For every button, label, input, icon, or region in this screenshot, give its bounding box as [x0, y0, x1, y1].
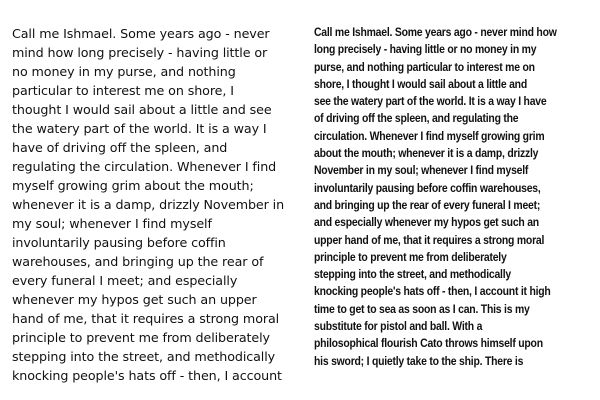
right-text-line: about the mouth; whenever it is a damp, drizzly: [314, 147, 539, 161]
left-text-line: stepping into the street, and methodically: [12, 349, 276, 364]
left-text-line: mind how long precisely - having little or: [12, 45, 268, 60]
right-text-column: [314, 24, 568, 370]
right-text-line: long precisely - having little or no money in my: [314, 43, 537, 57]
left-text-column: [12, 24, 290, 385]
left-text-line: myself growing grim about the mouth;: [12, 178, 254, 193]
right-text-line: time to get to sea as soon as I can. This is my: [314, 302, 530, 316]
right-text-line: and bringing up the rear of every funeral I meet;: [314, 198, 541, 212]
left-text-line: hand of me, that it requires a strong moral: [12, 311, 280, 326]
right-text-line: philosophical flourish Cato throws himself upon: [314, 337, 543, 351]
left-text-line: knocking people's hats off - then, I account: [12, 368, 282, 383]
left-text-line: no money in my purse, and nothing: [12, 64, 236, 79]
left-text-line: thought I would sail about a little and see: [12, 102, 272, 117]
left-text-line: Call me Ishmael. Some years ago - never: [12, 26, 270, 41]
right-text-line: upper hand of me, that it requires a strong moral: [314, 233, 545, 247]
left-text-line: regulating the circulation. Whenever I find: [12, 159, 277, 174]
left-text-line: warehouses, and bringing up the rear of: [12, 254, 264, 269]
left-text-line: principle to prevent me from deliberately: [12, 330, 270, 345]
right-text-line: substitute for pistol and ball. With a: [314, 320, 483, 334]
left-text-line: my soul; whenever I find myself: [12, 216, 212, 231]
right-text-line: see the watery part of the world. It is a way I have: [314, 95, 547, 109]
left-text-line: have of driving off the spleen, and: [12, 140, 228, 155]
left-text-line: involuntarily pausing before coffin: [12, 235, 226, 250]
right-text-line: involuntarily pausing before coffin warehouses,: [314, 181, 541, 195]
right-text-line: his sword; I quietly take to the ship. There is: [314, 354, 524, 368]
left-text-line: the watery part of the world. It is a way I: [12, 121, 267, 136]
right-text-line: stepping into the street, and methodically: [314, 268, 511, 282]
right-text-line: knocking people's hats off - then, I account it high: [314, 285, 551, 299]
right-text-line: and especially whenever my hypos get such an: [314, 216, 539, 230]
right-text-line: circulation. Whenever I find myself growing grim: [314, 129, 545, 143]
right-text-line: of driving off the spleen, and regulating the: [314, 112, 519, 126]
right-text-line: Call me Ishmael. Some years ago - never mind how: [314, 26, 557, 39]
right-text-line: November in my soul; whenever I find myself: [314, 164, 529, 178]
right-text-line: purse, and nothing particular to interest me on: [314, 60, 535, 74]
right-text-line: principle to prevent me from deliberately: [314, 250, 507, 264]
left-text-line: particular to interest me on shore, I: [12, 83, 234, 98]
left-text-line: whenever it is a damp, drizzly November in: [12, 197, 285, 212]
left-text-line: every funeral I meet; and especially: [12, 273, 238, 288]
right-text-line: shore, I thought I would sail about a little and: [314, 77, 527, 91]
left-text-line: whenever my hypos get such an upper: [12, 292, 257, 307]
